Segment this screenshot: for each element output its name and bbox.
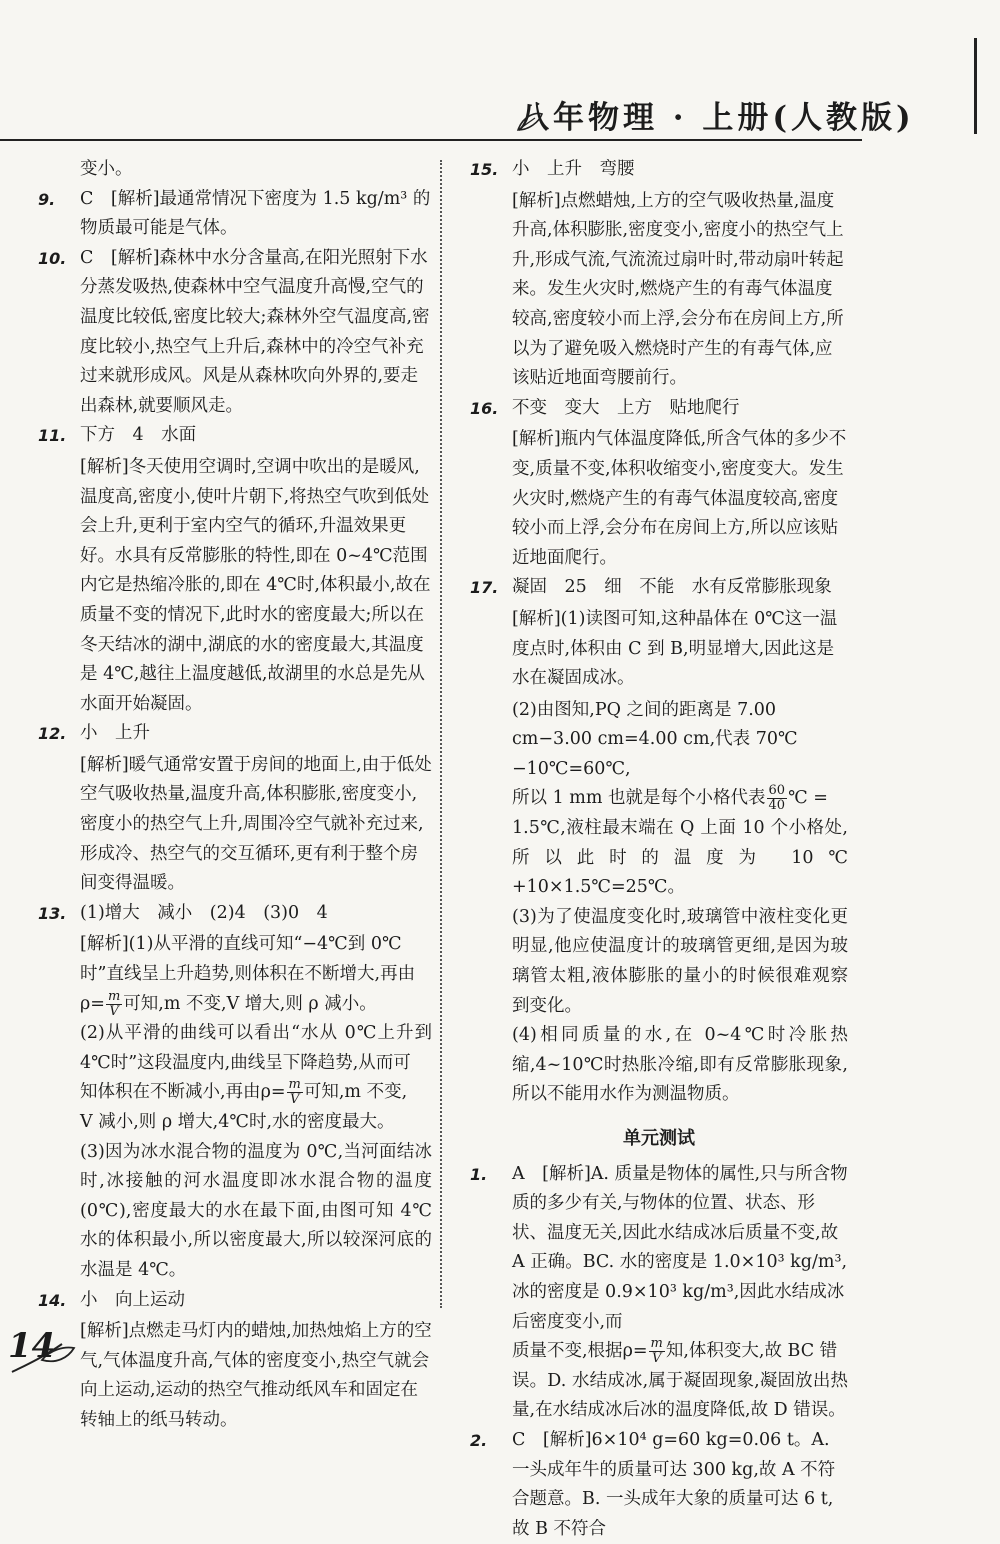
answer-text: 小 上升 bbox=[80, 723, 150, 744]
question-number: 13. bbox=[38, 903, 67, 923]
answer-item bbox=[38, 421, 432, 719]
right-column bbox=[470, 155, 848, 1544]
answer-item bbox=[470, 1426, 848, 1544]
header-vertical-rule bbox=[974, 38, 977, 134]
formula-text: 知体积在不断减小,再由 bbox=[80, 1082, 261, 1103]
formula-line bbox=[38, 1078, 432, 1108]
answer-text: (1)增大 减小 (2)4 (3)0 4 bbox=[80, 902, 328, 923]
explanation-text: (4)相同质量的水,在 0~4℃时冷胀热缩,4~10℃时热胀冷缩,即有反常膨胀现象,所以不能用水作为测温物质。 bbox=[512, 1025, 848, 1105]
explanation-text: (3)因为冰水混合物的温度为 0℃,当河面结冰时,冰接触的河水温度即冰水混合物的温度(0℃),密度最大的水在最下面,由图可知 4℃水的体积最小,所以密度最大,所以较深河底的水温是 4℃。 bbox=[80, 1141, 432, 1280]
column-divider bbox=[440, 160, 442, 1308]
section-title: 单元测试 bbox=[623, 1128, 695, 1149]
explanation-text: 误。D. 水结成冰,属于凝固现象,凝固放出热量,在水结成冰后冰的温度降低,故 D 错误。 bbox=[512, 1370, 848, 1421]
page-header-title: 八年物理 · 上册(人教版) bbox=[518, 100, 915, 136]
fraction-numerator: m bbox=[288, 1077, 301, 1093]
answer-text: C [解析]最通常情况下密度为 1.5 kg/m³ 的物质最可能是气体。 bbox=[80, 188, 431, 239]
fraction-numerator: 60 bbox=[768, 783, 786, 799]
answer-text: C [解析]6×10⁴ g=60 kg=0.06 t。A. 一头成年牛的质量可达 300 kg,故 A 不符合题意。B. 一头成年大象的质量可达 6 t,故 B 不符合 bbox=[512, 1429, 836, 1539]
formula-line bbox=[470, 784, 848, 814]
answer-text: 不变 变大 上方 贴地爬行 bbox=[512, 397, 740, 418]
question-number: 15. bbox=[470, 160, 499, 179]
explanation-text: (2)由图知,PQ 之间的距离是 7.00 cm−3.00 cm=4.00 cm,代表 70℃−10℃=60℃, bbox=[512, 699, 798, 779]
explanation-text: [解析](1)读图可知,这种晶体在 0℃这一温度点时,体积由 C 到 B,明显增大,因此这是水在凝固成冰。 bbox=[512, 608, 838, 689]
question-number: 14. bbox=[38, 1290, 67, 1310]
fraction-numerator: m bbox=[650, 1336, 663, 1352]
formula-rho-eq: ρ= bbox=[80, 993, 105, 1014]
formula-text: 可知,m 不变, bbox=[303, 1082, 408, 1103]
explanation-text: [解析](1)从平滑的直线可知“−4℃到 0℃时”直线呈上升趋势,则体积在不断增大,再由 bbox=[80, 934, 416, 985]
answer-text: 凝固 25 细 不能 水有反常膨胀现象 bbox=[512, 577, 832, 598]
answer-item bbox=[38, 899, 432, 990]
explanation-text: V 减小,则 ρ 增大,4℃时,水的密度最大。 bbox=[80, 1112, 395, 1132]
fraction-denominator: 40 bbox=[768, 798, 786, 814]
explanation-text: [解析]暖气通常安置于房间的地面上,由于低处空气吸收热量,温度升高,体积膨胀,密度变小,密度小的热空气上升,周围冷空气就补充过来,形成冷、热空气的交互循环,更有利于整个房间变得温暖。 bbox=[80, 754, 432, 894]
header-rule bbox=[0, 139, 862, 141]
answer-item bbox=[38, 719, 432, 899]
formula-text: 可知,m 不变,V 增大,则 ρ 减小。 bbox=[123, 993, 377, 1014]
question-number: 16. bbox=[470, 398, 499, 418]
formula-text: 知,体积变大,故 BC 错 bbox=[665, 1341, 838, 1362]
continued-text: 变小。 bbox=[80, 159, 133, 179]
explanation-text: (3)为了使温度变化时,玻璃管中液柱变化更明显,他应使温度计的玻璃管更细,是因为玻璃管太粗,液体膨胀的量小的时候很难观察到变化。 bbox=[512, 906, 848, 1016]
explanation-text: [解析]点燃蜡烛,上方的空气吸收热量,温度升高,体积膨胀,密度变小,密度小的热空气上升,形成气流,气流流过扇叶时,带动扇叶转起来。发生火灾时,燃烧产生的有毒气体温度较高,密度较小而上浮,会分布在房间上方,所以为了避免吸入燃烧时产生的有毒气体,应该贴近地面弯腰前行。 bbox=[512, 190, 844, 389]
explanation-text: [解析]冬天使用空调时,空调中吹出的是暖风,温度高,密度小,使叶片朝下,将热空气吹到低处会上升,更利于室内空气的循环,升温效果更好。水具有反常膨胀的特性,即在 0~4℃范围内它是热缩冷胀的,即在 4℃时,体积最小,故在质量不变的情况下,此时水的密度最大;所以在冬天结冰的湖中,湖底的水的密度最大,其温度是 4℃,越往上温度越低,故湖里的水总是先从水面开始凝固。 bbox=[80, 456, 431, 714]
fraction bbox=[106, 990, 122, 1019]
density-formula bbox=[260, 1077, 304, 1108]
explanation-text: [解析]点燃走马灯内的蜡烛,加热烛焰上方的空气,气体温度升高,气体的密度变小,热空气就会向上运动,运动的热空气推动纸风车和固定在转轴上的纸马转动。 bbox=[80, 1321, 432, 1430]
formula-text: ℃ = bbox=[788, 788, 828, 809]
answer-text: 下方 4 水面 bbox=[80, 425, 197, 446]
answer-item bbox=[38, 185, 432, 244]
question-number: 10. bbox=[38, 248, 67, 268]
density-formula bbox=[622, 1336, 666, 1367]
answer-text: 小 向上运动 bbox=[80, 1289, 185, 1310]
explanation-text: (2)从平滑的曲线可以看出“水从 0℃上升到 4℃时”这段温度内,曲线呈下降趋势,从而可 bbox=[80, 1023, 432, 1073]
question-number: 11. bbox=[38, 426, 67, 446]
formula-line bbox=[470, 1337, 848, 1367]
answer-text: 小 上升 弯腰 bbox=[512, 159, 635, 179]
fraction bbox=[649, 1337, 665, 1366]
formula-rho-eq: ρ= bbox=[260, 1082, 286, 1103]
answer-item bbox=[38, 1286, 432, 1436]
answer-item bbox=[470, 1160, 848, 1338]
formula-rho-eq: ρ= bbox=[622, 1341, 648, 1362]
fraction bbox=[767, 784, 788, 813]
left-column bbox=[38, 155, 432, 1436]
explanation-text: [解析]瓶内气体温度降低,所含气体的多少不变,质量不变,体积收缩变小,密度变大。发生火灾时,燃烧产生的有毒气体温度较高,密度较小而上浮,会分布在房间上方,所以应该贴近地面爬行。 bbox=[512, 429, 847, 568]
fraction-numerator: m bbox=[107, 988, 121, 1004]
question-number: 17. bbox=[470, 578, 499, 598]
question-number: 2. bbox=[470, 1430, 488, 1450]
formula-text: 所以 1 mm 也就是每个小格代表 bbox=[512, 788, 766, 809]
question-number: 1. bbox=[470, 1164, 488, 1184]
explanation-text: 1.5℃,液柱最末端在 Q 上面 10 个小格处,所以此时的温度为 10℃+10×1.5℃=25℃。 bbox=[512, 818, 848, 898]
formula-line bbox=[38, 990, 432, 1020]
answer-item bbox=[470, 394, 848, 574]
fraction-denominator: V bbox=[289, 1092, 300, 1108]
page-number: 14 bbox=[8, 1326, 56, 1366]
formula-text: 质量不变,根据 bbox=[512, 1341, 623, 1362]
answer-text: C [解析]森林中水分含量高,在阳光照射下水分蒸发吸热,使森林中空气温度升高慢,空气的温度比较低,密度比较大;森林外空气温度高,密度比较小,热空气上升后,森林中的冷空气补充过来就形成风。风是从森林吹向外界的,要走出森林,就要顺风走。 bbox=[80, 247, 430, 416]
answer-item bbox=[38, 244, 432, 422]
answer-text: A [解析]A. 质量是物体的属性,只与所含物质的多少有关,与物体的位置、状态、形状、温度无关,因此水结成冰后质量不变,故 A 正确。BC. 水的密度是 1.0×10³ kg/m³,冰的密度是 0.9×10³ kg/m³,因此水结成冰后密度变小,而 bbox=[512, 1163, 848, 1332]
question-number: 9. bbox=[38, 189, 56, 209]
answer-item bbox=[470, 155, 848, 394]
fraction bbox=[287, 1078, 303, 1107]
density-formula bbox=[80, 988, 123, 1019]
answer-item bbox=[470, 573, 848, 784]
question-number: 12. bbox=[38, 724, 67, 744]
fraction-denominator: V bbox=[651, 1351, 662, 1367]
fraction-denominator: V bbox=[109, 1003, 119, 1019]
